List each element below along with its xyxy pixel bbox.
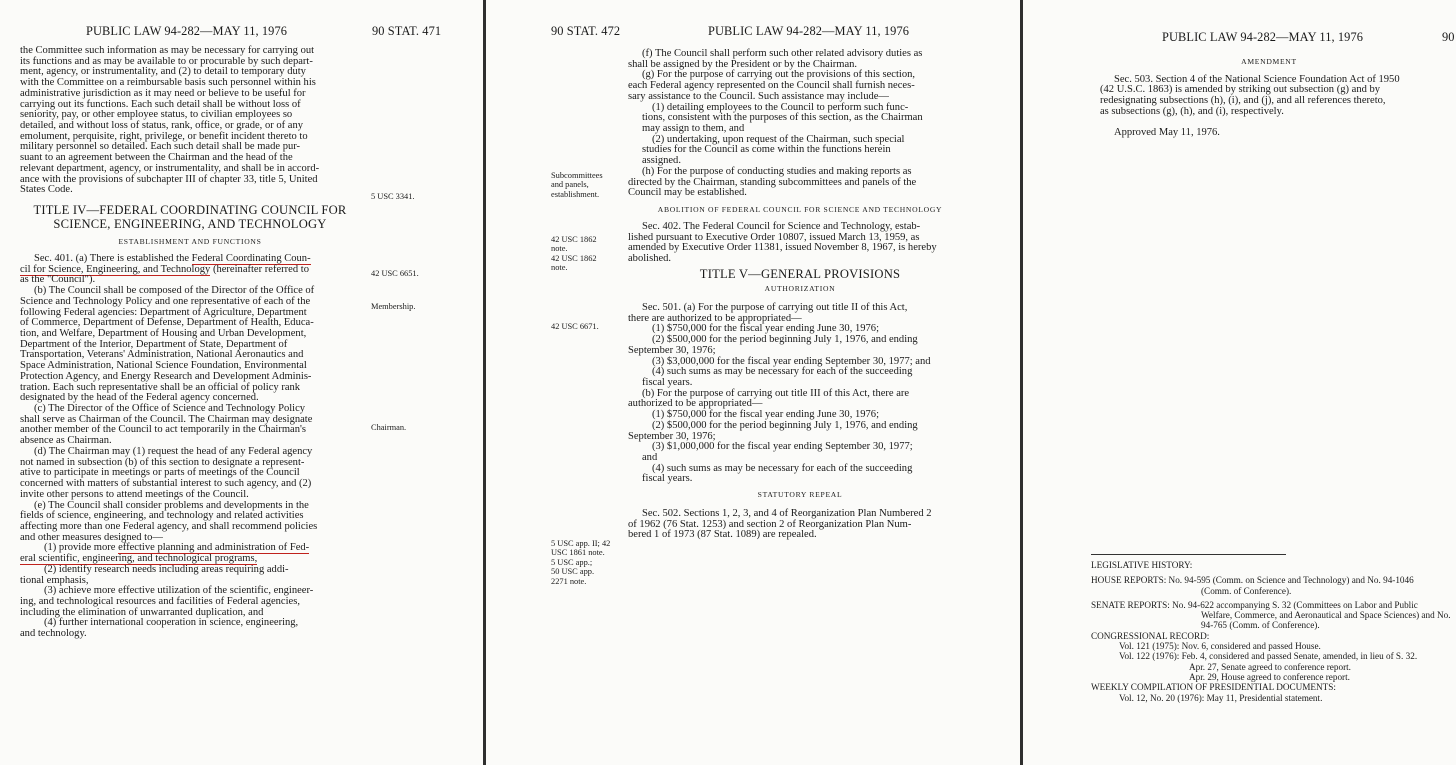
congressional-record-heading: CONGRESSIONAL RECORD: (1091, 630, 1210, 641)
title-iv-heading (20, 204, 360, 231)
margin-line: 5 USC app.; (551, 557, 593, 567)
text-line: ment, agency, or instrumentality, and (2) to detail to temporary duty (20, 66, 306, 78)
stat-page-number: 90 (1442, 30, 1455, 44)
congressional-record-apr29: Apr. 29, House agreed to conference report. (1189, 671, 1350, 682)
text-line: (4) such sums as may be necessary for each of the succeeding (652, 366, 913, 378)
text-line: ative to participate in meetings or parts of meetings of the Council (20, 467, 300, 479)
text-line: military personnel so detailed. Each such detail shall be made pur- (20, 141, 301, 153)
margin-note-usc3341: 5 USC 3341. (371, 192, 415, 201)
margin-line: 42 USC 1862 (551, 235, 597, 244)
text-line: relevant department, agency, or instrumentality, and shall be in accord- (20, 162, 320, 174)
text-line: authorized to be appropriated— (628, 398, 763, 410)
text-line: Science and Technology Policy and one representative of each of the (20, 295, 311, 307)
text-line: directed by the Chairman, standing subcommittees and panels of the (628, 176, 917, 188)
congressional-record-vol121: Vol. 121 (1975): Nov. 6, considered and passed House. (1119, 641, 1321, 652)
text-fragment: Sec. 401. (a) There is established the (34, 252, 192, 264)
page-body (1100, 57, 1438, 138)
text-line: its functions and as may be available to or procurable by such depart- (20, 55, 313, 67)
text-line: (b) For the purpose of carrying out title III of this Act, there are (642, 387, 910, 399)
text-line: bered 1 of 1973 (87 Stat. 1089) are repealed. (628, 529, 817, 541)
text-line: including the elimination of unwarranted duplication, and (20, 606, 264, 618)
text-line: (3) achieve more effective utilization of the scientific, engineer- (44, 585, 314, 597)
text-fragment: (1) provide more (44, 542, 119, 554)
text-line: Sec. 502. Sections 1, 2, 3, and 4 of Reorganization Plan Numbered 2 (642, 507, 932, 519)
text-line: sary assistance to the Council. Such assistance may include— (628, 90, 889, 102)
text-line: (2) $500,000 for the period beginning July 1, 1976, and ending (652, 419, 918, 431)
margin-note-usc-app (551, 539, 610, 586)
text-line: States Code. (20, 184, 73, 196)
section-subheading: ABOLITION OF FEDERAL COUNCIL FOR SCIENCE AND TECHNOLOGY (657, 205, 943, 215)
text-line: studies for the Council as come within the functions herein (642, 144, 891, 156)
text-line: Sec. 501. (a) For the purpose of carrying out title II of this Act, (642, 301, 908, 313)
margin-note-usc6651: 42 USC 6651. (371, 269, 419, 278)
text-line: each Federal agency represented on the Council shall furnish neces- (628, 80, 915, 92)
text-line: (c) The Director of the Office of Science and Technology Policy (34, 403, 306, 415)
title-line: TITLE IV—FEDERAL COORDINATING COUNCIL FOR (33, 203, 347, 218)
text-line: Sec. 503. Section 4 of the National Science Foundation Act of 1950 (1114, 73, 1400, 85)
text-line: (d) The Chairman may (1) request the head of any Federal agency (34, 445, 313, 457)
text-line: (4) such sums as may be necessary for each of the succeeding (652, 462, 913, 474)
margin-line: 50 USC app. (551, 567, 595, 577)
section-subheading: ESTABLISHMENT AND FUNCTIONS (118, 237, 262, 247)
text-line: shall be assigned by the President or by the Chairman. (628, 58, 858, 70)
text-line: (1) detailing employees to the Council to perform such func- (652, 101, 909, 113)
text-line: (1) $750,000 for the fiscal year ending June 30, 1976; (652, 323, 879, 335)
margin-line: establishment. (551, 189, 600, 199)
section-subheading: STATUTORY REPEAL (757, 490, 843, 500)
text-line: of Commerce, Department of Defense, Department of Health, Educa- (20, 317, 314, 329)
stat-page-number: 90 STAT. 472 (551, 24, 621, 38)
text-line: Protection Agency, and Energy Research and Development Adminis- (20, 370, 312, 382)
section-401 (20, 254, 360, 640)
text-line: ance with the provisions of subchapter III of chapter 33, title 5, United (20, 173, 318, 185)
text-line: and other measures designed to— (20, 531, 163, 543)
text-line: September 30, 1976; (628, 344, 716, 356)
margin-note-subcommittees (551, 171, 603, 199)
text-line: (g) For the purpose of carrying out the provisions of this section, (642, 69, 915, 81)
text-line: ing, and technological resources and facilities of Federal agencies, (20, 595, 300, 607)
text-line: Transportation, Veterans' Administration, National Aeronautics and (20, 349, 304, 361)
text-line: lished pursuant to Executive Order 10807, issued March 13, 1959, as (628, 231, 920, 243)
congressional-record-apr27: Apr. 27, Senate agreed to conference report. (1189, 661, 1351, 672)
running-header: PUBLIC LAW 94-282—MAY 11, 1976 (708, 24, 910, 38)
text-line: with the Committee on a reimbursable basis such personnel within his (20, 77, 316, 89)
senate-reports-cont: Welfare, Commerce, and Aeronautical and Space Sciences) and No. (1201, 610, 1451, 621)
underlined-text: Federal Coordinating Coun- (191, 252, 311, 264)
text-line: of 1962 (76 Stat. 1253) and section 2 of Reorganization Plan Num- (628, 518, 912, 530)
stat-page-number: 90 STAT. 471 (372, 24, 442, 38)
weekly-compilation-entry: Vol. 12, No. 20 (1976): May 11, Presidential statement. (1119, 692, 1323, 703)
page-body (628, 49, 972, 541)
text-line: amended by Executive Order 11381, issued November 8, 1967, is hereby (628, 242, 937, 254)
footer-rule (1091, 554, 1286, 555)
section-subheading: AUTHORIZATION (764, 284, 836, 294)
weekly-compilation-heading: WEEKLY COMPILATION OF PRESIDENTIAL DOCUMENTS: (1091, 682, 1336, 693)
text-line: affecting more than one Federal agency, and shall recommend policies (20, 520, 318, 532)
text-line: tration. Each such representative shall be an official of policy rank (20, 381, 301, 393)
margin-line: USC 1861 note. (551, 548, 605, 558)
text-line: and (642, 452, 658, 464)
text-line: administrative jurisdiction as it may need or believe to be useful for (20, 87, 306, 99)
text-line: (1) $750,000 for the fiscal year ending June 30, 1976; (652, 409, 879, 421)
running-header: PUBLIC LAW 94-282—MAY 11, 1976 (1162, 30, 1364, 44)
text-fragment: (hereinafter referred to (210, 263, 309, 275)
text-line: tion, and Welfare, Department of Housing and Urban Development, (20, 328, 307, 339)
text-line: following Federal agencies: Department of Agriculture, Department (20, 306, 307, 318)
text-line: another member of the Council to act temporarily in the Chairman's (20, 424, 306, 436)
senate-reports-cont: 94-765 (Comm. of Conference). (1201, 620, 1320, 631)
margin-note-usc1862 (551, 235, 597, 273)
text-line: abolished. (628, 252, 672, 264)
text-line: suant to an agreement between the Chairman and the head of the (20, 152, 293, 164)
text-line: (2) undertaking, upon request of the Chairman, such special (652, 133, 905, 145)
text-line: designated by the head of the Federal agency concerned. (20, 392, 259, 404)
title-line: SCIENCE, ENGINEERING, AND TECHNOLOGY (53, 216, 327, 231)
text-line: fiscal years. (642, 377, 693, 388)
text-line: not named in subsection (b) of this section to designate a represent- (20, 456, 305, 468)
text-line: there are authorized to be appropriated— (628, 312, 802, 324)
house-reports: HOUSE REPORTS: No. 94-595 (Comm. on Science and Technology) and No. 94-1046 (1091, 575, 1414, 586)
text-line: assigned. (642, 155, 681, 167)
text-line: Space Administration, National Science Foundation, Environmental (20, 360, 307, 372)
text-line: September 30, 1976; (628, 430, 716, 442)
margin-line: 42 USC 1862 (551, 253, 597, 263)
text-line: the Committee such information as may be necessary for carrying out (20, 45, 315, 56)
text-line: emolument, perquisite, right, privilege, or benefit incident thereto to (20, 130, 308, 142)
paragraph-intro (20, 46, 360, 196)
legislative-history-heading: LEGISLATIVE HISTORY: (1091, 560, 1193, 570)
text-line: Sec. 402. The Federal Council for Science and Technology, estab- (642, 220, 921, 232)
text-line: (4) further international cooperation in science, engineering, (44, 617, 299, 629)
text-line: shall serve as Chairman of the Council. The Chairman may designate (20, 413, 313, 425)
approval-date: Approved May 11, 1976. (1114, 126, 1220, 138)
text-line: fields of science, engineering, and technology and related activities (20, 510, 304, 522)
page-body (20, 46, 360, 640)
margin-line: and panels, (551, 180, 589, 190)
title-v-heading: TITLE V—GENERAL PROVISIONS (699, 266, 901, 281)
text-line: fiscal years. (642, 473, 693, 485)
text-line: concerned with matters of substantial interest to such agency, and (2) (20, 478, 312, 490)
underlined-text: eral scientific, engineering, and technological programs, (20, 553, 258, 565)
margin-line: note. (551, 244, 568, 254)
margin-line: note. (551, 263, 568, 273)
house-reports-cont: (Comm. of Conference). (1201, 585, 1292, 596)
margin-note-usc6671: 42 USC 6671. (551, 322, 599, 331)
text-line: (h) For the purpose of conducting studies and making reports as (642, 165, 912, 177)
document-page-472[interactable] (486, 0, 1020, 765)
text-line: absence as Chairman. (20, 435, 112, 447)
text-line: tional emphasis, (20, 574, 89, 586)
margin-line: Subcommittees (551, 171, 603, 180)
text-line: redesignating subsections (h), (i), and (j), and all references thereto, (1100, 95, 1386, 107)
text-line: (42 U.S.C. 1863) is amended by striking out subsection (g) and by (1100, 84, 1381, 96)
text-line: Department of the Interior, Department of State, Department of (20, 338, 288, 350)
document-page-473[interactable] (1023, 0, 1456, 765)
margin-note-chairman: Chairman. (371, 423, 407, 432)
senate-reports: SENATE REPORTS: No. 94-622 accompanying S. 32 (Committees on Labor and Public (1091, 599, 1418, 610)
underlined-text: effective planning and administration of Fed- (118, 542, 310, 554)
text-line: tions, consistent with the purposes of this section, as the Chairman (642, 112, 923, 124)
text-line: invite other persons to attend meetings of the Council. (20, 488, 249, 500)
margin-line: 2271 note. (551, 576, 587, 586)
text-line: (b) The Council shall be composed of the Director of the Office of (34, 285, 315, 297)
section-subheading: AMENDMENT (1241, 57, 1297, 66)
text-line: as the "Council"). (20, 274, 96, 286)
text-line: (f) The Council shall perform such other related advisory duties as (642, 48, 923, 59)
underlined-text: cil for Science, Engineering, and Technology (20, 263, 211, 275)
text-line: detailed, and without loss of status, rank, office, or grade, or of any (20, 120, 304, 132)
margin-line: 5 USC app. II; 42 (551, 539, 611, 548)
text-line: and technology. (20, 628, 87, 640)
running-header: PUBLIC LAW 94-282—MAY 11, 1976 (86, 24, 288, 38)
margin-note-membership: Membership. (371, 302, 416, 311)
text-line: (3) $1,000,000 for the fiscal year ending September 30, 1977; (652, 441, 913, 453)
legislative-history (1091, 560, 1451, 703)
text-line: seniority, pay, or other employee status, to civilian employees so (20, 109, 293, 121)
text-line: may assign to them, and (642, 123, 745, 135)
text-line: carrying out its functions. Each such detail shall be without loss of (20, 98, 301, 110)
document-page-471[interactable] (0, 0, 483, 765)
congressional-record-vol122: Vol. 122 (1976): Feb. 4, considered and passed Senate, amended, in lieu of S. 32. (1119, 651, 1418, 662)
text-line: (3) $3,000,000 for the fiscal year ending September 30, 1977; and (652, 355, 931, 367)
text-line: (2) $500,000 for the period beginning July 1, 1976, and ending (652, 334, 918, 346)
text-line: (2) identify research needs including areas requiring addi- (44, 563, 289, 575)
text-line: (e) The Council shall consider problems and developments in the (34, 499, 309, 511)
text-line: Council may be established. (628, 187, 747, 199)
text-line: as subsections (g), (h), and (i), respectively. (1100, 105, 1284, 117)
